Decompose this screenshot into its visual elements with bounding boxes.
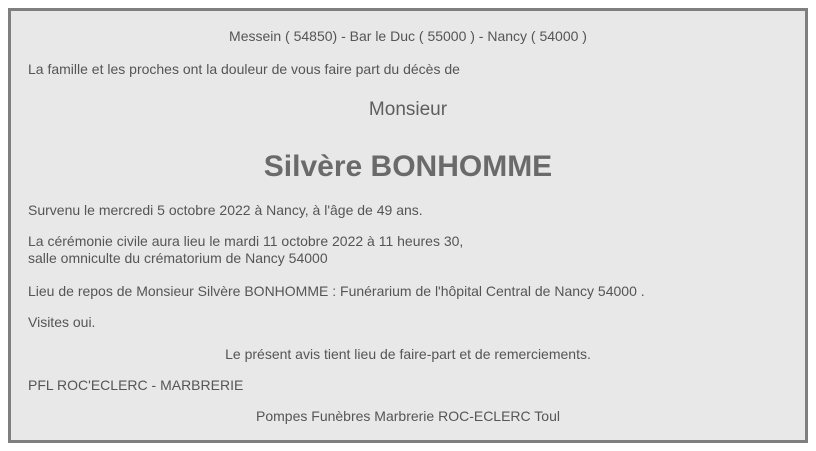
- closing-text: Le présent avis tient lieu de faire-part et de remerciements.: [225, 346, 591, 362]
- death-info: Survenu le mercredi 5 octobre 2022 à Nancy, à l'âge de 49 ans.: [28, 202, 423, 218]
- funeral-home-short: PFL ROC'ECLERC - MARBRERIE: [28, 377, 244, 393]
- ceremony-line-1: La cérémonie civile aura lieu le mardi 11 octobre 2022 à 11 heures 30,: [28, 233, 464, 249]
- honorific: Monsieur: [368, 99, 448, 120]
- ceremony-line-2: salle omniculte du crématorium de Nancy 54000: [28, 250, 328, 266]
- locations-line: Messein ( 54850) - Bar le Duc ( 55000 ) - Nancy ( 54000 ): [229, 28, 587, 44]
- intro-text: La famille et les proches ont la douleur de vous faire part du décès de: [28, 61, 460, 77]
- funeral-home-full: Pompes Funèbres Marbrerie ROC-ECLERC Toul: [256, 408, 560, 424]
- rest-place: Lieu de repos de Monsieur Silvère BONHOMME : Funérarium de l'hôpital Central de Nancy 54000 .: [28, 283, 645, 299]
- obituary-notice: [8, 8, 808, 443]
- visits-info: Visites oui.: [28, 314, 96, 330]
- deceased-name: Silvère BONHOMME: [263, 150, 553, 183]
